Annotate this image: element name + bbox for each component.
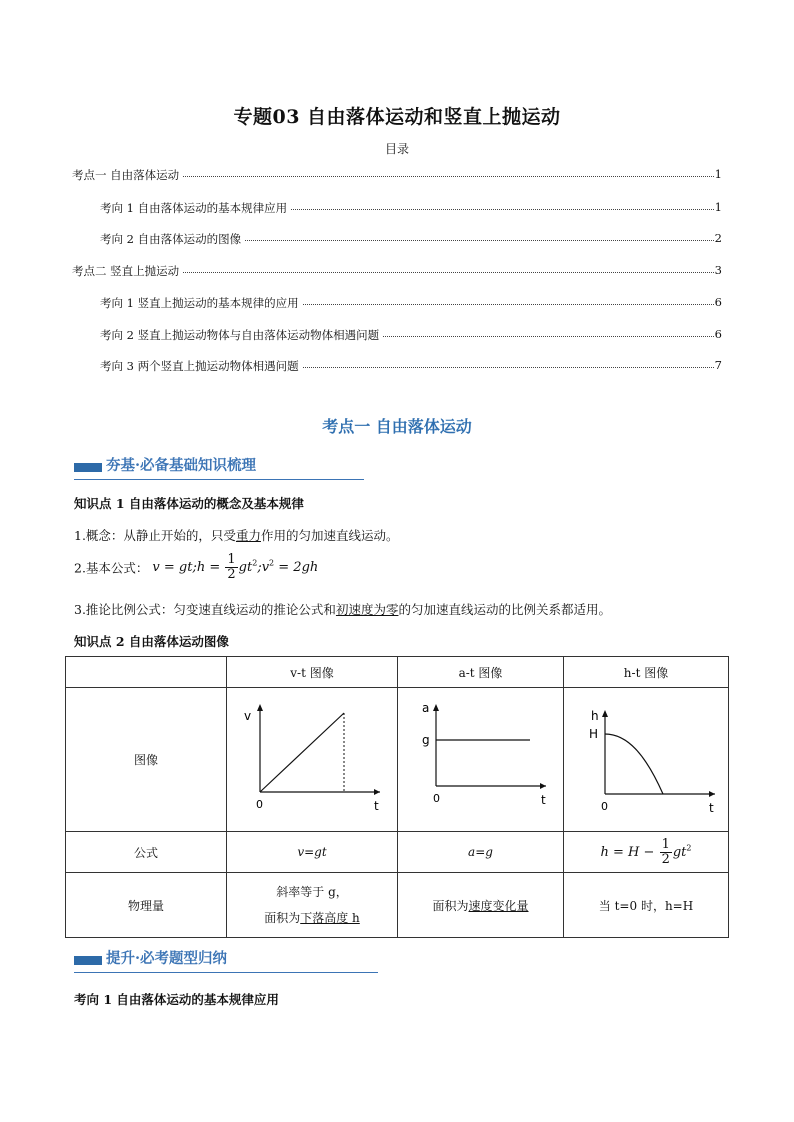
ratio-line	[74, 600, 611, 618]
formula-part: gt	[238, 560, 253, 575]
at-x-label: t	[540, 793, 546, 807]
toc-leader	[183, 176, 714, 177]
toc-item-page: 2	[714, 231, 722, 245]
vt-line	[260, 713, 344, 792]
vt-x-label: t	[374, 799, 379, 813]
vt-physics-cell	[227, 873, 398, 938]
toc-item-label: 考向 1 竖直上抛运动的基本规律的应用	[100, 296, 299, 310]
banner-label: 提升·必考题型归纳	[106, 950, 228, 967]
table-header-cell: v-t 图像	[227, 657, 398, 688]
banner-bar	[74, 463, 102, 472]
ratio-text: 3.推论比例公式：匀变速直线运动的推论公式和	[74, 602, 336, 617]
formula-part: h = H −	[600, 844, 655, 860]
ratio-text-end: 的匀加速直线运动的比例关系都适用。	[398, 602, 611, 617]
table-row	[66, 832, 729, 873]
direction-1-title: 考向 1 自由落体运动的基本规律应用	[74, 992, 279, 1007]
toc-item-page: 7	[714, 358, 722, 372]
vt-formula: v=gt	[227, 832, 398, 873]
toc-leader	[245, 240, 714, 241]
vt-physics-line2	[227, 905, 397, 931]
exponent: 2	[269, 558, 275, 568]
toc-item[interactable]	[0, 295, 794, 311]
formula-part: = 2gh	[274, 560, 319, 575]
formula-fraction	[225, 553, 237, 582]
at-physics-cell	[398, 873, 564, 938]
table-header-cell: a-t 图像	[398, 657, 564, 688]
toc-item[interactable]	[0, 200, 794, 216]
ht-curve	[605, 734, 663, 794]
ht-x-arrow	[709, 791, 715, 797]
at-origin-label: 0	[432, 792, 440, 805]
formula-part: v = gt;h =	[152, 560, 221, 575]
at-physics-underlined: 速度变化量	[468, 898, 529, 913]
toc-item[interactable]	[0, 167, 794, 183]
toc-leader	[303, 367, 714, 368]
at-graph	[406, 698, 556, 818]
toc-item-label: 考向 2 自由落体运动的图像	[100, 232, 242, 246]
formula-fraction	[660, 838, 672, 867]
formula-line	[74, 553, 318, 582]
at-formula: a=g	[398, 832, 564, 873]
concept-line	[74, 526, 398, 544]
graphs-table	[65, 656, 729, 938]
toc-leader	[303, 304, 714, 305]
toc-item[interactable]	[0, 263, 794, 279]
ht-physics-cell: 当 t=0 时，h=H	[564, 873, 729, 938]
vt-y-arrow	[257, 704, 263, 711]
toc-leader	[183, 272, 714, 273]
ht-x-label: t	[709, 801, 714, 815]
vt-graph	[232, 698, 392, 818]
vt-origin-label: 0	[256, 798, 263, 811]
banner-label: 夯基·必备基础知识梳理	[106, 457, 257, 474]
toc-item-page: 1	[714, 200, 722, 214]
concept-text: 1.概念：从静止开始的，只受	[74, 528, 236, 543]
formula-part: ;v	[257, 560, 270, 575]
basic-formula	[152, 552, 319, 582]
knowledge-point-1-title: 知识点 1 自由落体运动的概念及基本规律	[74, 496, 304, 511]
concept-underlined: 重力	[235, 528, 261, 543]
ht-formula	[600, 836, 692, 867]
toc-item-page: 6	[714, 327, 722, 341]
exponent: 2	[686, 843, 692, 853]
toc-item-page: 1	[714, 167, 722, 181]
page-title: 专题03 自由落体运动和竖直上抛运动	[233, 106, 561, 128]
banner-underline	[74, 479, 364, 480]
toc-item-label: 考向 2 竖直上抛运动物体与自由落体运动物体相遇问题	[100, 328, 380, 342]
toc-leader	[291, 209, 714, 210]
toc-item-label: 考向 1 自由落体运动的基本规律应用	[100, 201, 288, 215]
table-row	[66, 873, 729, 938]
table-cell-label: 图像	[66, 688, 227, 832]
table-header-cell	[66, 657, 227, 688]
vt-physics-text: 面积为	[264, 911, 301, 925]
section-title: 考点一 自由落体运动	[322, 417, 472, 436]
table-cell-label: 物理量	[66, 873, 227, 938]
at-x-arrow	[540, 783, 546, 789]
vt-physics-underlined: 下落高度 h	[300, 911, 360, 925]
at-graph-cell	[398, 688, 564, 832]
table-row	[66, 657, 729, 688]
table-cell-label: 公式	[66, 832, 227, 873]
at-y-arrow	[433, 704, 439, 711]
exponent: 2	[252, 558, 258, 568]
concept-text-end: 作用的匀加速直线运动。	[260, 528, 399, 543]
table-row	[66, 688, 729, 832]
fraction-numerator: 1	[661, 836, 670, 852]
ht-graph	[571, 698, 721, 818]
toc-item[interactable]	[0, 327, 794, 343]
ratio-underlined: 初速度为零	[335, 602, 399, 617]
ht-y-label: h	[591, 709, 599, 723]
banner-advance	[74, 945, 378, 973]
toc-item-page: 6	[714, 295, 722, 309]
vt-x-arrow	[374, 789, 380, 795]
vt-y-label: v	[244, 709, 252, 723]
ht-formula-cell	[564, 832, 729, 873]
ht-graph-cell	[564, 688, 729, 832]
ht-origin-label: 0	[601, 800, 608, 813]
toc-item-label: 考向 3 两个竖直上抛运动物体相遇问题	[100, 359, 299, 373]
at-g-label: g	[421, 733, 430, 747]
at-physics-text: 面积为	[432, 898, 469, 913]
at-y-label: a	[421, 701, 429, 715]
toc-item-page: 3	[714, 263, 722, 277]
fraction-numerator: 1	[227, 552, 236, 567]
banner-bar	[74, 956, 102, 965]
fraction-denominator: 2	[661, 851, 670, 867]
ht-y-arrow	[602, 710, 608, 717]
formula-label: 2.基本公式：	[74, 560, 149, 576]
toc-item-label: 考点一 自由落体运动	[72, 168, 180, 182]
toc-item[interactable]	[0, 358, 794, 374]
ht-H-label: H	[589, 727, 599, 741]
vt-physics-line1: 斜率等于 g，	[276, 885, 348, 899]
formula-part: gt	[672, 844, 687, 860]
toc-item[interactable]	[0, 231, 794, 247]
table-header-cell: h-t 图像	[564, 657, 729, 688]
toc-leader	[383, 336, 714, 337]
toc-heading: 目录	[384, 142, 409, 156]
toc-item-label: 考点二 竖直上抛运动	[72, 264, 180, 278]
vt-graph-cell	[227, 688, 398, 832]
fraction-denominator: 2	[227, 567, 236, 582]
banner-underline	[74, 972, 378, 973]
banner-basics	[74, 452, 364, 480]
knowledge-point-2-title: 知识点 2 自由落体运动图像	[74, 634, 229, 649]
